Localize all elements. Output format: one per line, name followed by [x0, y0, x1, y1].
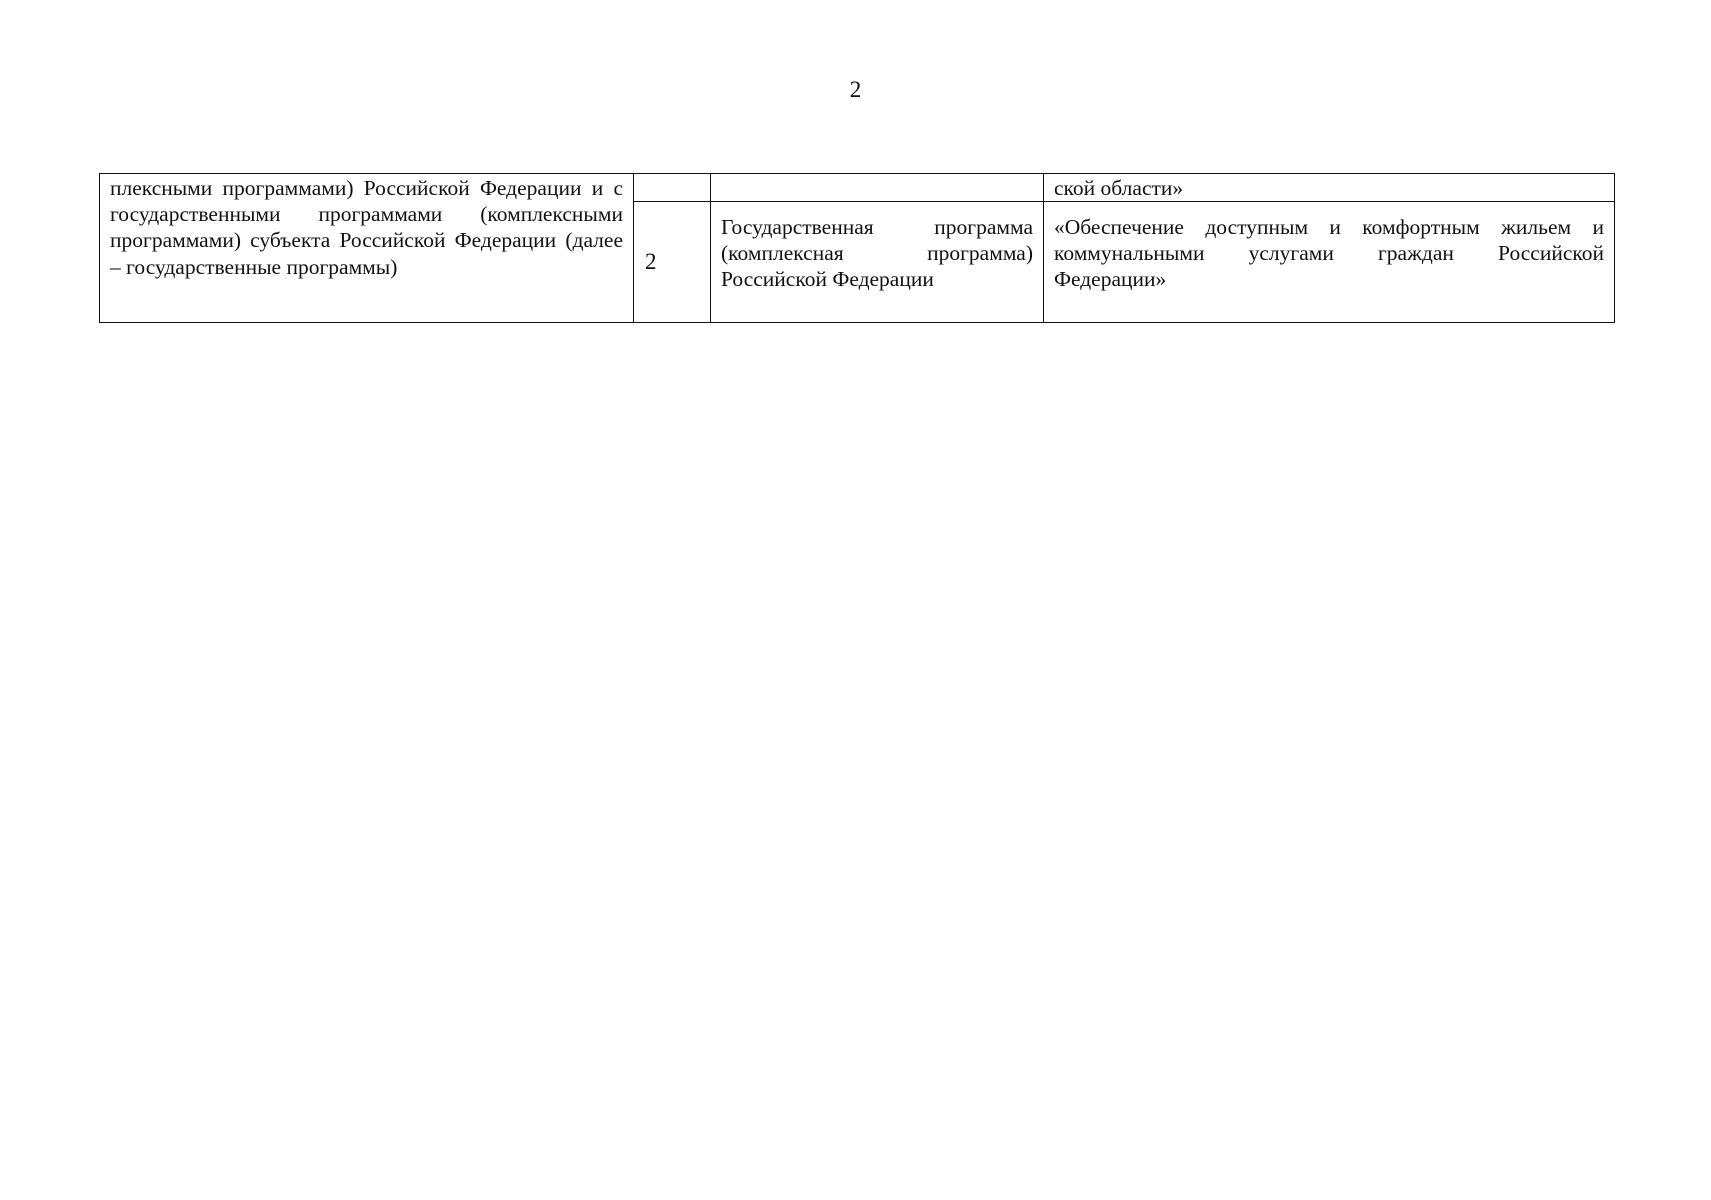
row-number-cell: 2: [634, 202, 711, 323]
page-number: 2: [849, 77, 862, 102]
programs-table: [99, 173, 1615, 323]
program-name-cell: «Обеспечение доступным и комфортным жильем и коммунальными услугами граждан Российской Федерации»: [1044, 202, 1615, 323]
top-name-cell: ской области»: [1044, 174, 1615, 202]
description-cell: плексными программами) Российской Федерации и с государственными программами (комплексными программами) субъекта Российской Федерации (далее – государственные программы): [100, 174, 634, 323]
top-type-cell: [711, 174, 1044, 202]
table-row-continuation: [100, 174, 1615, 202]
program-type-cell: Государственная программа (комплексная программа) Российской Федерации: [711, 202, 1044, 323]
top-number-cell: [634, 174, 711, 202]
